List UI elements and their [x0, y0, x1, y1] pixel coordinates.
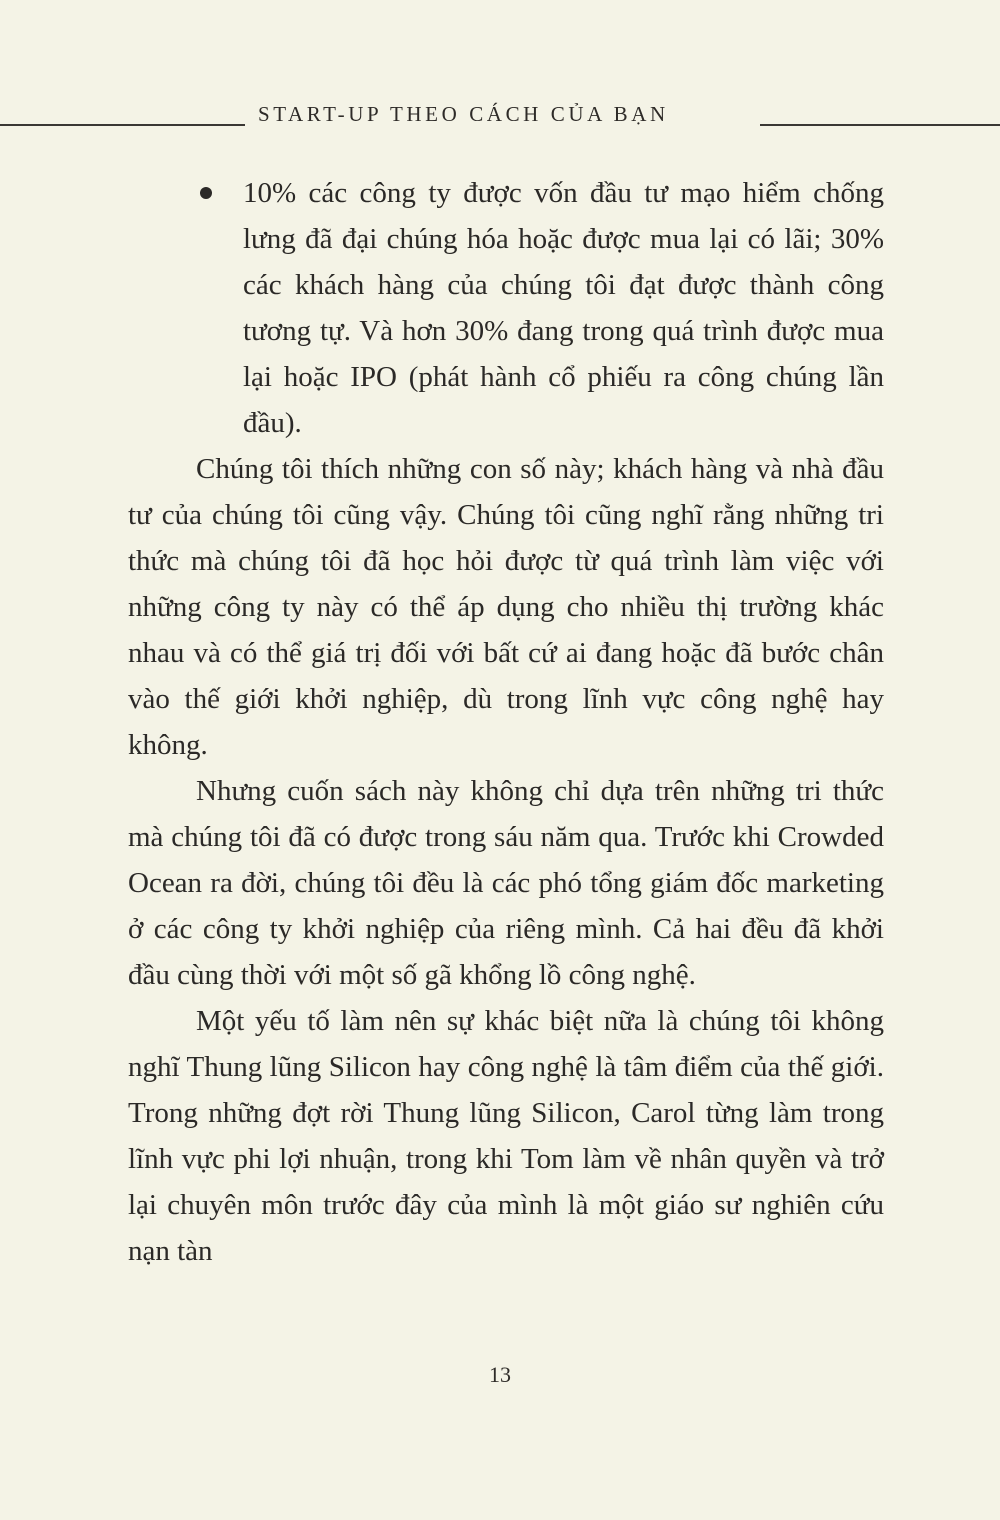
- header-rule-left: [0, 124, 245, 126]
- paragraph: Chúng tôi thích những con số này; khách hàng và nhà đầu tư của chúng tôi cũng vậy. Chúng tôi cũng nghĩ rằng những tri thức mà chúng tôi đã học hỏi được từ quá trình làm việc với những công ty này có thể áp dụng cho nhiều thị trường khác nhau và có thể giá trị đối với bất cứ ai đang hoặc đã bước chân vào thế giới khởi nghiệp, dù trong lĩnh vực công nghệ hay không.: [128, 453, 884, 761]
- bullet-text: 10% các công ty được vốn đầu tư mạo hiểm chống lưng đã đại chúng hóa hoặc được mua lại có lãi; 30% các khách hàng của chúng tôi đạt được thành công tương tự. Và hơn 30% đang trong quá trình được mua lại hoặc IPO (phát hành cổ phiếu ra công chúng lần đầu).: [243, 177, 884, 439]
- bullet-dot-icon: [200, 187, 212, 199]
- running-header: [0, 100, 1000, 140]
- header-rule-right: [760, 124, 1000, 126]
- bullet-item: [128, 170, 884, 446]
- page-number: 13: [489, 1362, 511, 1387]
- paragraph: Nhưng cuốn sách này không chỉ dựa trên những tri thức mà chúng tôi đã có được trong sáu năm qua. Trước khi Crowded Ocean ra đời, chúng tôi đều là các phó tổng giám đốc marketing ở các công ty khởi nghiệp của riêng mình. Cả hai đều đã khởi đầu cùng thời với một số gã khổng lồ công nghệ.: [128, 775, 884, 991]
- paragraph: Một yếu tố làm nên sự khác biệt nữa là chúng tôi không nghĩ Thung lũng Silicon hay công nghệ là tâm điểm của thế giới. Trong những đợt rời Thung lũng Silicon, Carol từng làm trong lĩnh vực phi lợi nhuận, trong khi Tom làm về nhân quyền và trở lại chuyên môn trước đây của mình là một giáo sư nghiên cứu nạn tàn: [128, 1005, 884, 1267]
- running-header-title: START-UP THEO CÁCH CỦA BẠN: [258, 102, 669, 126]
- body-text: [128, 170, 884, 1274]
